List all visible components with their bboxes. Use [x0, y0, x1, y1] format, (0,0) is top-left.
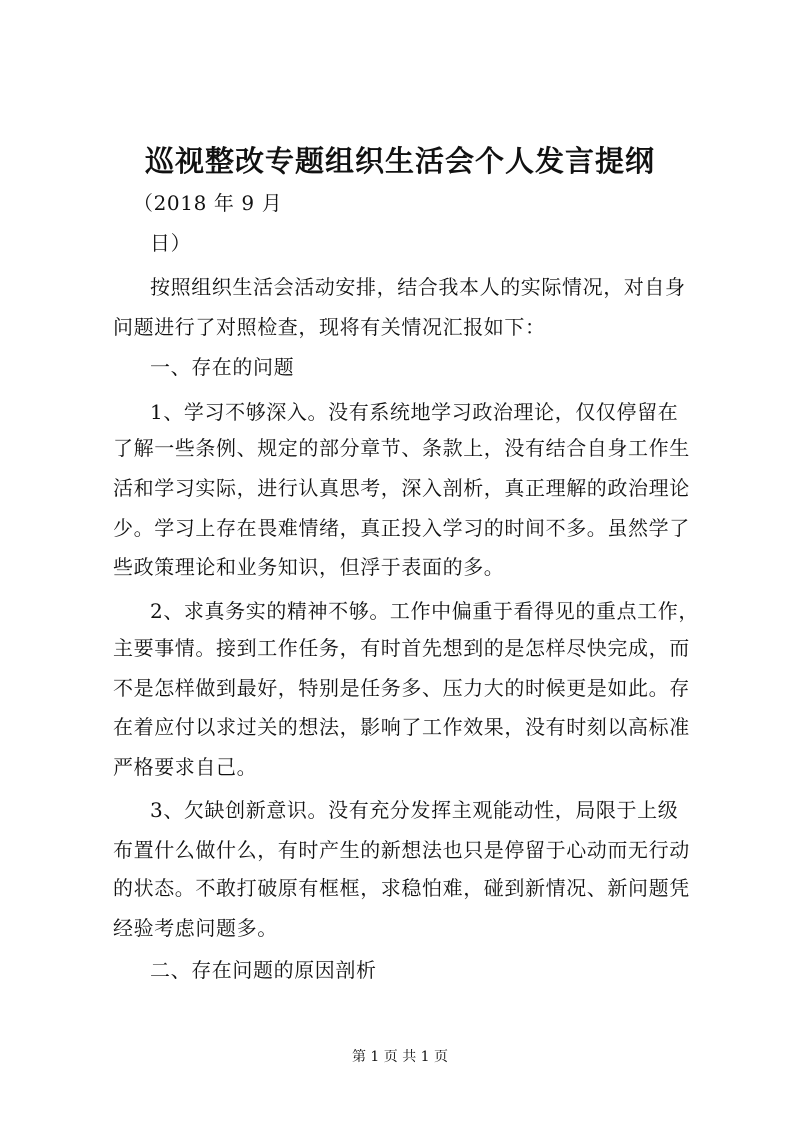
paragraph-line: 问题进行了对照检查，现将有关情况汇报如下： [113, 315, 546, 339]
document-title: 巡视整改专题组织生活会个人发言提纲 [144, 144, 655, 178]
paragraph-line: 不是怎样做到最好，特别是任务多、压力大的时候更是如此。存 [113, 676, 690, 700]
section-heading: 二、存在问题的原因剖析 [150, 958, 377, 982]
date-line-2: 日） [150, 231, 192, 255]
paragraph-line: 2、求真务实的精神不够。工作中偏重于看得见的重点工作， [150, 599, 699, 623]
paragraph-line: 了解一些条例、规定的部分章节、条款上，没有结合自身工作生 [113, 436, 690, 460]
paragraph-line: 1、学习不够深入。没有系统地学习政治理论，仅仅停留在 [150, 400, 679, 424]
paragraph-line: 些政策理论和业务知识，但浮于表面的多。 [113, 555, 505, 579]
section-heading: 一、存在的问题 [150, 355, 295, 379]
date-line-1: （2018 年 9 月 [133, 191, 283, 215]
paragraph-line: 布置什么做什么，有时产生的新想法也只是停留于心动而无行动 [113, 838, 690, 862]
paragraph-line: 主要事情。接到工作任务，有时首先想到的是怎样尽快完成，而 [113, 636, 690, 660]
paragraph-line: 在着应付以求过关的想法，影响了工作效果，没有时刻以高标准 [113, 715, 690, 739]
paragraph-line: 经验考虑问题多。 [113, 916, 278, 940]
paragraph-line: 严格要求自己。 [113, 755, 258, 779]
paragraph-line: 按照组织生活会活动安排，结合我本人的实际情况，对自身 [150, 275, 686, 299]
paragraph-line: 3、欠缺创新意识。没有充分发挥主观能动性，局限于上级 [150, 798, 679, 822]
paragraph-line: 活和学习实际，进行认真思考，深入剖析，真正理解的政治理论 [113, 476, 690, 500]
paragraph-line: 少。学习上存在畏难情绪，真正投入学习的时间不多。虽然学了 [113, 516, 690, 540]
page-footer: 第 1 页 共 1 页 [351, 1049, 449, 1065]
paragraph-line: 的状态。不敢打破原有框框，求稳怕难，碰到新情况、新问题凭 [113, 876, 690, 900]
